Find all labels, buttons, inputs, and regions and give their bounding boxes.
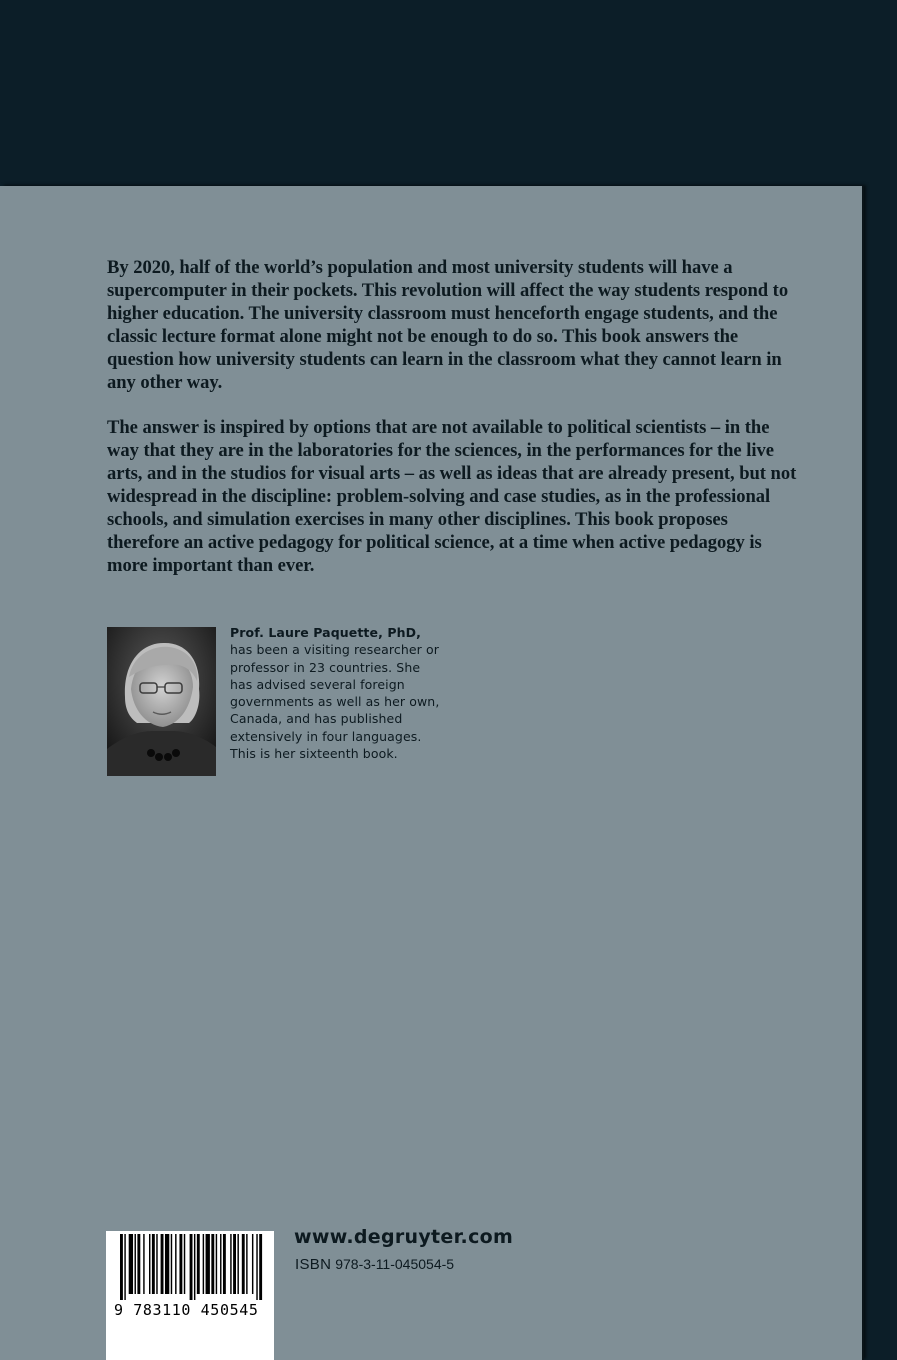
author-bio-text: has been a visiting researcher or professor in 23 countries. She has advised several foreign governments as well as her own, Canada, and has published extensively in four languages. This is her sixteenth book. <box>230 642 440 762</box>
barcode-bar <box>242 1234 245 1294</box>
barcode-bar <box>237 1234 238 1294</box>
barcode-bar <box>197 1234 200 1294</box>
barcode-bar <box>171 1234 172 1294</box>
author-bio <box>230 624 445 762</box>
barcode-bar <box>246 1234 247 1294</box>
barcode-bar <box>175 1234 176 1294</box>
barcode-bar <box>252 1234 253 1294</box>
publisher-url[interactable]: www.degruyter.com <box>294 1226 514 1248</box>
blurb-paragraph-1: By 2020, half of the world’s population and most university students will have a supercomputer in their pockets. This revolution will affect the way students respond to higher education. The university classroom must henceforth engage students, and the classic lecture format alone might not be enough to do so. This book answers the question how university students can learn in the classroom what they cannot learn in any other way. <box>107 257 789 393</box>
barcode-bar <box>203 1234 204 1294</box>
isbn <box>295 1256 454 1273</box>
barcode-bar <box>137 1234 140 1294</box>
barcode-bar <box>152 1234 155 1294</box>
barcode-bar <box>216 1234 217 1294</box>
barcode-bars <box>120 1234 268 1300</box>
barcode-bar <box>156 1234 157 1294</box>
barcode-bar <box>206 1234 210 1294</box>
barcode-bar <box>165 1234 169 1294</box>
isbn-label: ISBN <box>295 1256 332 1273</box>
author-portrait-image <box>107 627 216 776</box>
barcode-bar <box>223 1234 226 1294</box>
barcode-bar <box>143 1234 144 1294</box>
barcode-bar <box>120 1234 123 1300</box>
isbn-number: 978-3-11-045054-5 <box>335 1256 455 1272</box>
barcode-bar <box>230 1234 231 1294</box>
barcode-bar <box>149 1234 150 1294</box>
barcode-bar <box>161 1234 164 1294</box>
blurb-paragraph-2: The answer is inspired by options that are not available to political scientists – in the way that they are in the laboratories for the sciences, in the performances for the live arts, and in the studios for visual arts – as well as ideas that are already present, but not widespread in the discipline: problem-solving and case studies, as in the professional schools, and simulation exercises in many other disciplines. This book proposes therefore an active pedagogy for political science, at a time when active pedagogy is more important than ever. <box>107 417 797 576</box>
barcode <box>106 1231 274 1360</box>
author-name: Prof. Laure Paquette, PhD, <box>230 625 421 640</box>
barcode-bar <box>190 1234 193 1300</box>
barcode-bar <box>211 1234 214 1294</box>
barcode-digits: 9 783110 450545 <box>114 1301 259 1319</box>
barcode-bar <box>129 1234 133 1294</box>
back-cover <box>0 186 862 1360</box>
barcode-bar <box>233 1234 236 1294</box>
barcode-bar <box>194 1234 195 1300</box>
barcode-bar <box>259 1234 262 1300</box>
barcode-bar <box>256 1234 257 1300</box>
barcode-bar <box>124 1234 125 1300</box>
barcode-bar <box>135 1234 136 1294</box>
barcode-bar <box>220 1234 221 1294</box>
barcode-bar <box>179 1234 182 1294</box>
author-photo <box>107 627 216 776</box>
barcode-bar <box>184 1234 185 1294</box>
